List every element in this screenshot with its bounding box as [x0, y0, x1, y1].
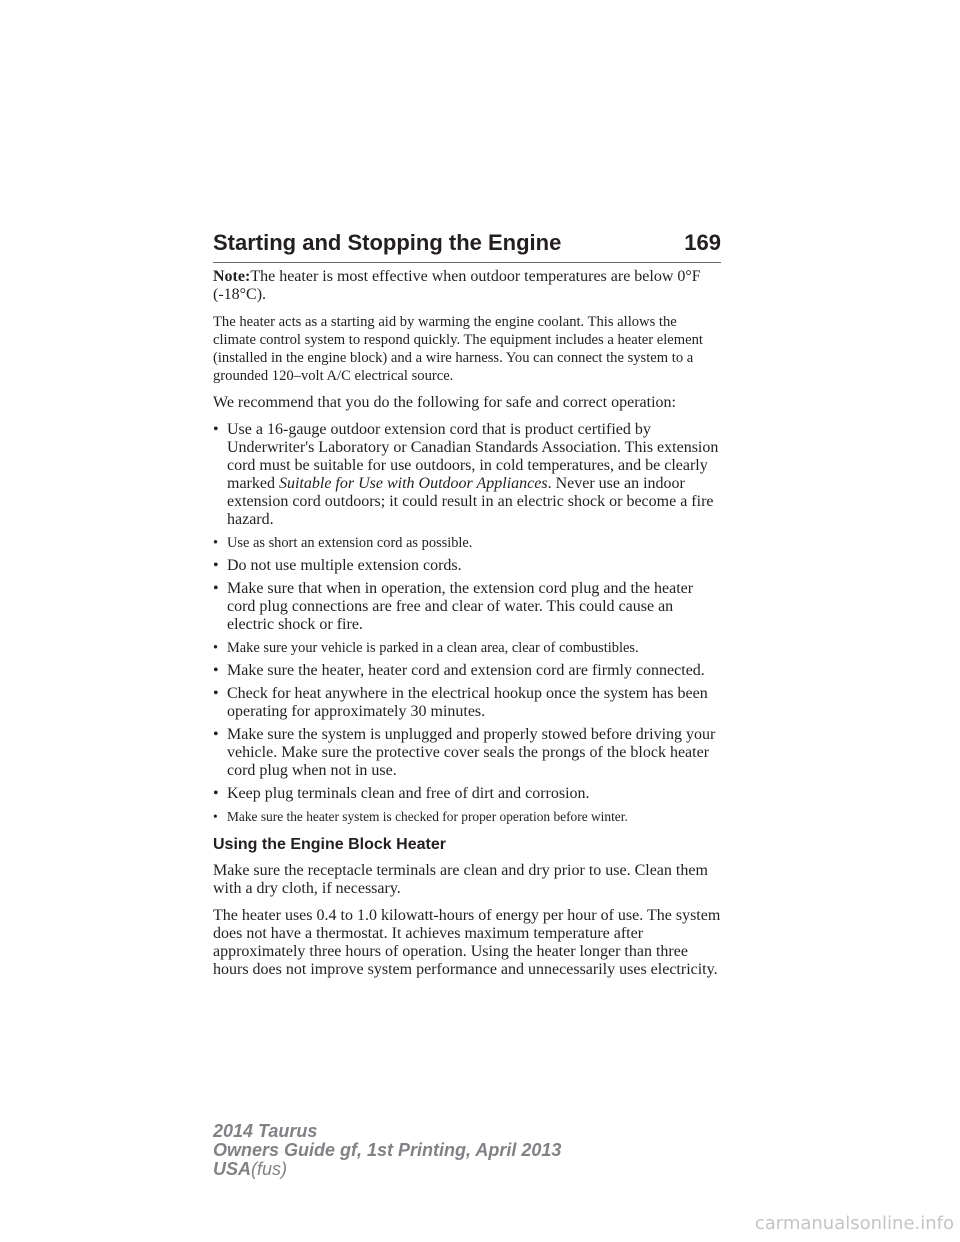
bullet-icon: •: [213, 535, 219, 551]
section-paragraph: The heater uses 0.4 to 1.0 kilowatt-hours of energy per hour of use. The system does not have a thermostat. It achieves maximum temperature after approximately three hours of operation. Using the heater longer than three hours does not improve system performance and unnecessarily uses electricity.: [213, 907, 721, 978]
bullet-text: Use a 16-gauge outdoor extension cord that is product certified by Underwriter's Laboratory or Canadian Standards Association. This extension cord must be suitable for use outdoors, in cold temperatures, and be clearly marked: [227, 421, 719, 492]
bullet-icon: •: [213, 726, 219, 743]
footer-market-code: USA: [213, 1159, 252, 1179]
chapter-title: Starting and Stopping the Engine: [213, 230, 562, 255]
list-item: [213, 557, 723, 575]
bullet-icon: •: [213, 640, 219, 656]
section-heading: Using the Engine Block Heater: [213, 836, 446, 853]
header-divider: [213, 262, 721, 263]
bullet-text: Make sure that when in operation, the extension cord plug and the heater cord plug connections are free and clear of water. This could cause an electric shock or fire.: [227, 580, 694, 633]
list-item: [213, 662, 723, 680]
bullet-icon: •: [213, 685, 219, 702]
bullet-text: Make sure the heater, heater cord and extension cord are firmly connected.: [227, 662, 705, 679]
footer-market: [213, 1160, 561, 1179]
site-watermark: carmanualsonline.info: [754, 1213, 954, 1234]
page-content: [213, 268, 723, 988]
bullet-text: Keep plug terminals clean and free of dirt and corrosion.: [227, 785, 590, 802]
bullet-icon: •: [213, 580, 219, 597]
bullet-icon: •: [213, 809, 218, 824]
bullet-text: Make sure the system is unplugged and properly stowed before driving your vehicle. Make sure the protective cover seals the prongs of the block heater cord plug when not in use.: [227, 726, 716, 779]
bullet-icon: •: [213, 662, 219, 679]
intro-paragraph: The heater acts as a starting aid by warming the engine coolant. This allows the climate control system to respond quickly. The equipment includes a heater element (installed in the engine block) and a wire harness. You can connect the system to a grounded 120–volt A/C electrical source.: [213, 314, 703, 384]
section-paragraph: Make sure the receptacle terminals are clean and dry prior to use. Clean them with a dry cloth, if necessary.: [213, 862, 708, 897]
page-header: [213, 230, 721, 256]
recommend-paragraph: We recommend that you do the following for safe and correct operation:: [213, 394, 676, 411]
safety-bullet-list: [213, 421, 723, 826]
page-number: 169: [684, 230, 721, 255]
list-item: [213, 421, 723, 529]
list-item: [213, 534, 723, 552]
list-item: [213, 726, 723, 780]
bullet-text: Use as short an extension cord as possible.: [227, 535, 473, 551]
bullet-text: Make sure your vehicle is parked in a clean area, clear of combustibles.: [227, 640, 639, 656]
footer-market-sub: (fus): [251, 1159, 288, 1179]
bullet-text: Make sure the heater system is checked for proper operation before winter.: [227, 809, 628, 824]
list-item: [213, 785, 723, 803]
bullet-icon: •: [213, 785, 219, 802]
footer-edition: Owners Guide gf, 1st Printing, April 2013: [213, 1140, 562, 1160]
note-label: Note:: [213, 268, 251, 285]
bullet-icon: •: [213, 557, 219, 574]
list-item: [213, 639, 723, 657]
bullet-text: Check for heat anywhere in the electrical hookup once the system has been operating for approximately 30 minutes.: [227, 685, 708, 720]
bullet-text: Do not use multiple extension cords.: [227, 557, 462, 574]
bullet-icon: •: [213, 421, 219, 438]
note-paragraph: [213, 268, 723, 304]
footer-model: 2014 Taurus: [213, 1121, 318, 1141]
list-item: [213, 685, 723, 721]
bullet-italic-text: Suitable for Use with Outdoor Appliances: [278, 475, 548, 492]
note-text: The heater is most effective when outdoor temperatures are below 0°F (-18°C).: [213, 268, 701, 303]
bullet-text: . Never use an indoor extension cord outdoors; it could result in an electric shock or become a fire hazard.: [227, 475, 714, 528]
list-item: [213, 808, 723, 826]
print-footer: [213, 1122, 561, 1179]
list-item: [213, 580, 723, 634]
